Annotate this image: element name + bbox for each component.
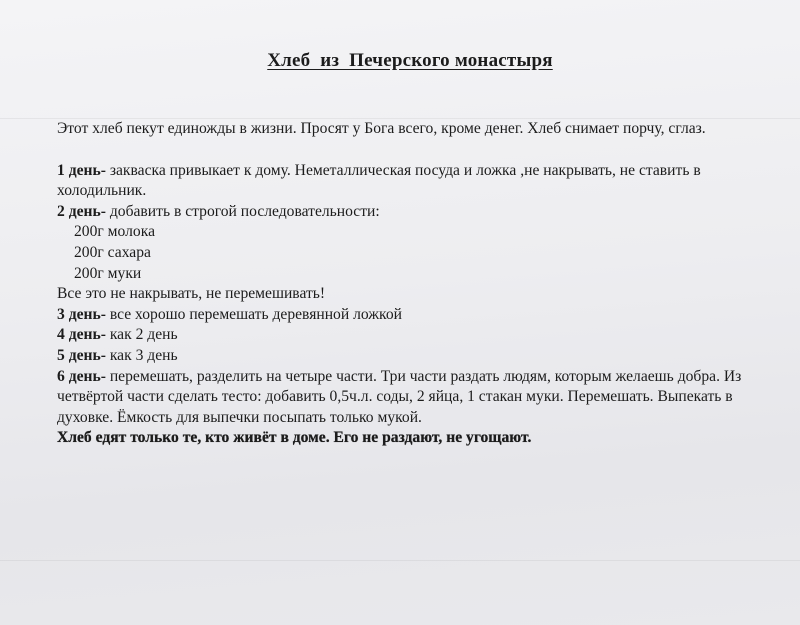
day-5-step xyxy=(57,346,777,367)
day-2-note: Все это не накрывать, не перемешивать! xyxy=(57,285,326,303)
day-3-step xyxy=(57,305,777,326)
day-5-text: как 3 день xyxy=(105,346,178,364)
day-6-step xyxy=(57,367,777,429)
day-2-label: 2 день- xyxy=(57,202,106,220)
day-5-label: 5 день- xyxy=(57,346,106,364)
intro-paragraph: Этот хлеб пекут единожды в жизни. Просят у Бога всего, кроме денег. Хлеб снимает порчу, сглаз. xyxy=(57,120,706,137)
day-3-label: 3 день- xyxy=(57,305,106,323)
ingredient-flour: 200г муки xyxy=(74,264,142,282)
day-1-step xyxy=(57,161,777,202)
closing-note: Хлеб едят только те, кто живёт в доме. Его не раздают, не угощают. xyxy=(57,429,532,447)
paper-fold-line xyxy=(0,560,800,561)
day-2-step xyxy=(57,202,777,223)
day-6-label: 6 день- xyxy=(57,367,106,385)
recipe-title: Хлеб из Печерского монастыря xyxy=(267,50,553,71)
day-3-text: все хорошо перемешать деревянной ложкой xyxy=(105,305,402,323)
day-1-label: 1 день- xyxy=(57,161,106,179)
day-1-text: закваска привыкает к дому. Неметаллическая посуда и ложка ,не накрывать, не ставить в холодильник. xyxy=(57,161,701,200)
day-4-label: 4 день- xyxy=(57,326,106,344)
day-6-text: перемешать, разделить на четыре части. Три части раздать людям, которым желаешь добра. Из четвёртой части сделать тесто: добавить 0,5ч.л. соды, 2 яйца, 1 стакан муки. Перемешать. Выпекать в духовке. Ёмкость для выпечки посыпать только мукой. xyxy=(57,367,742,426)
ingredient-milk: 200г молока xyxy=(74,223,155,241)
recipe-body xyxy=(57,119,777,449)
ingredient-sugar: 200г сахара xyxy=(74,243,151,261)
day-2-text: добавить в строгой последовательности: xyxy=(105,202,380,220)
day-4-step xyxy=(57,325,777,346)
day-4-text: как 2 день xyxy=(105,326,178,344)
